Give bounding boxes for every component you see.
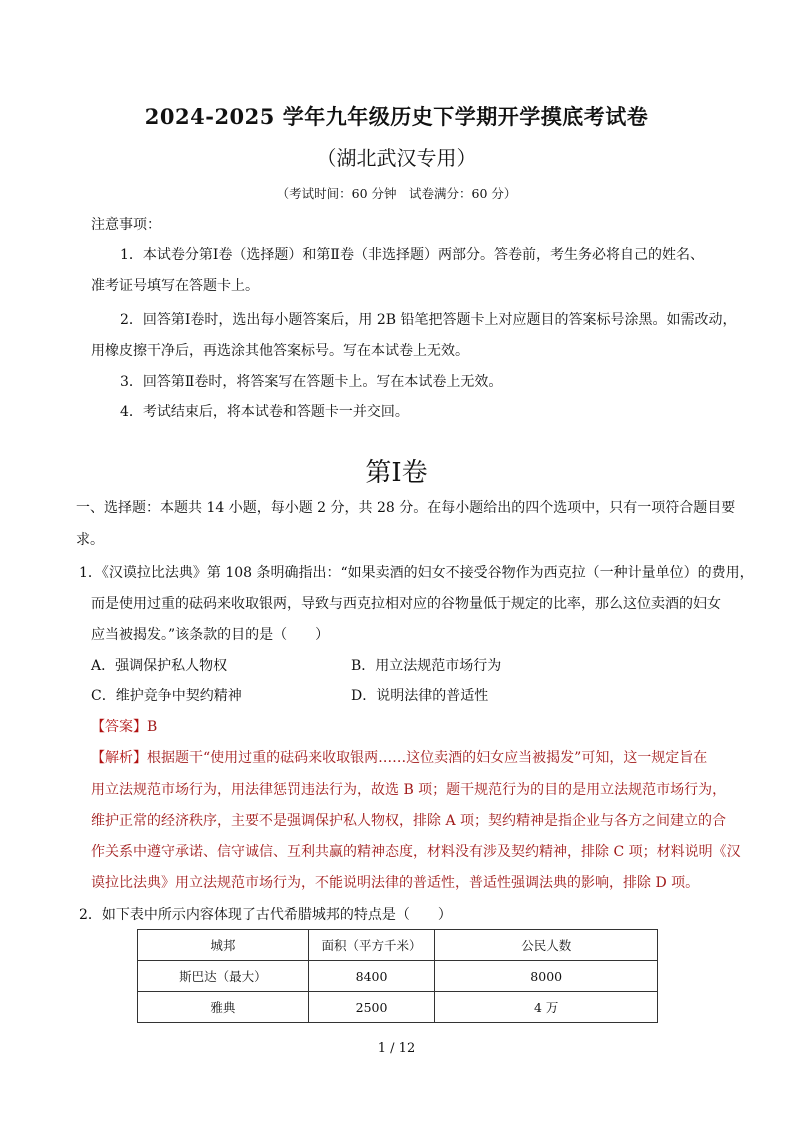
option-d: D．说明法律的普适性	[351, 688, 489, 704]
analysis-line-4: 作关系中遵守承诺、信守诚信、互利共赢的精神态度，材料没有涉及契约精神，排除 C 项；材料说明《汉	[91, 844, 741, 860]
table-cell: 雅典	[138, 992, 309, 1023]
table-header-row	[138, 930, 658, 961]
question-1-stem: 1．《汉谟拉比法典》第 108 条明确指出：“如果卖酒的妇女不接受谷物作为西克拉（一种计量单位）的费用，	[79, 565, 754, 581]
exam-meta: （考试时间：60 分钟 试卷满分：60 分）	[276, 186, 517, 201]
table-row	[138, 992, 658, 1023]
analysis-line-2: 用立法规范市场行为，用法律惩罚违法行为，故选 B 项；题干规范行为的目的是用立法规范市场行为，	[91, 782, 727, 798]
page-number: 1 / 12	[377, 1041, 416, 1056]
table-cell: 斯巴达（最大）	[138, 961, 309, 992]
answer-value: B	[147, 719, 158, 735]
table-header-cell: 面积（平方千米）	[308, 930, 435, 961]
option-b: B．用立法规范市场行为	[351, 658, 502, 674]
note-3: 3．回答第Ⅱ卷时，将答案写在答题卡上。写在本试卷上无效。	[120, 374, 503, 390]
table-row	[138, 961, 658, 992]
notes-heading: 注意事项：	[91, 217, 161, 233]
table-header-cell: 公民人数	[435, 930, 658, 961]
answer-tag: 【答案】	[91, 719, 147, 735]
note-2-cont: 用橡皮擦干净后，再选涂其他答案标号。写在本试卷上无效。	[91, 343, 469, 359]
note-1-cont: 准考证号填写在答题卡上。	[91, 278, 259, 294]
table-cell: 8000	[435, 961, 658, 992]
table-header-cell: 城邦	[138, 930, 309, 961]
analysis-line-3: 维护正常的经济秩序，主要不是强调保护私人物权，排除 A 项；契约精神是指企业与各方之间建立的合	[91, 813, 727, 829]
note-1: 1．本试卷分第Ⅰ卷（选择题）和第Ⅱ卷（非选择题）两部分。答卷前，考生务必将自己的姓名、	[120, 247, 704, 263]
option-c: C．维护竞争中契约精神	[91, 688, 242, 704]
question-2-stem: 2．如下表中所示内容体现了古代希腊城邦的特点是（ ）	[79, 907, 452, 923]
section-title: 第Ⅰ卷	[365, 458, 428, 488]
section-intro: 一、选择题：本题共 14 小题，每小题 2 分，共 28 分。在每小题给出的四个选项中，只有一项符合题目要	[76, 500, 736, 516]
city-state-table	[137, 929, 658, 1023]
question-1-stem-end: 应当被揭发。”该条款的目的是（ ）	[91, 627, 330, 643]
question-1-stem-cont: 而是使用过重的砝码来收取银两，导致与西克拉相对应的谷物量低于规定的比率，那么这位卖酒的妇女	[91, 596, 721, 612]
table-cell: 8400	[308, 961, 435, 992]
exam-title: 2024-2025 学年九年级历史下学期开学摸底考试卷	[144, 104, 649, 129]
table-cell: 4 万	[435, 992, 658, 1023]
exam-subtitle: （湖北武汉专用）	[316, 146, 477, 170]
table-cell: 2500	[308, 992, 435, 1023]
analysis-tag: 【解析】	[91, 750, 147, 766]
analysis-text-1: 根据题干“使用过重的砝码来收取银两……这位卖酒的妇女应当被揭发”可知，这一规定旨在	[147, 750, 708, 766]
note-4: 4．考试结束后，将本试卷和答题卡一并交回。	[120, 404, 409, 420]
note-2: 2．回答第Ⅰ卷时，选出每小题答案后，用 2B 铅笔把答题卡上对应题目的答案标号涂黑。如需改动，	[120, 312, 737, 328]
option-a: A．强调保护私人物权	[91, 658, 228, 674]
analysis-line-1	[91, 748, 707, 768]
section-intro-cont: 求。	[76, 532, 104, 548]
answer-line	[91, 717, 157, 737]
analysis-line-5: 谟拉比法典》用立法规范市场行为，不能说明法律的普适性，普适性强调法典的影响，排除 D 项。	[91, 875, 700, 891]
